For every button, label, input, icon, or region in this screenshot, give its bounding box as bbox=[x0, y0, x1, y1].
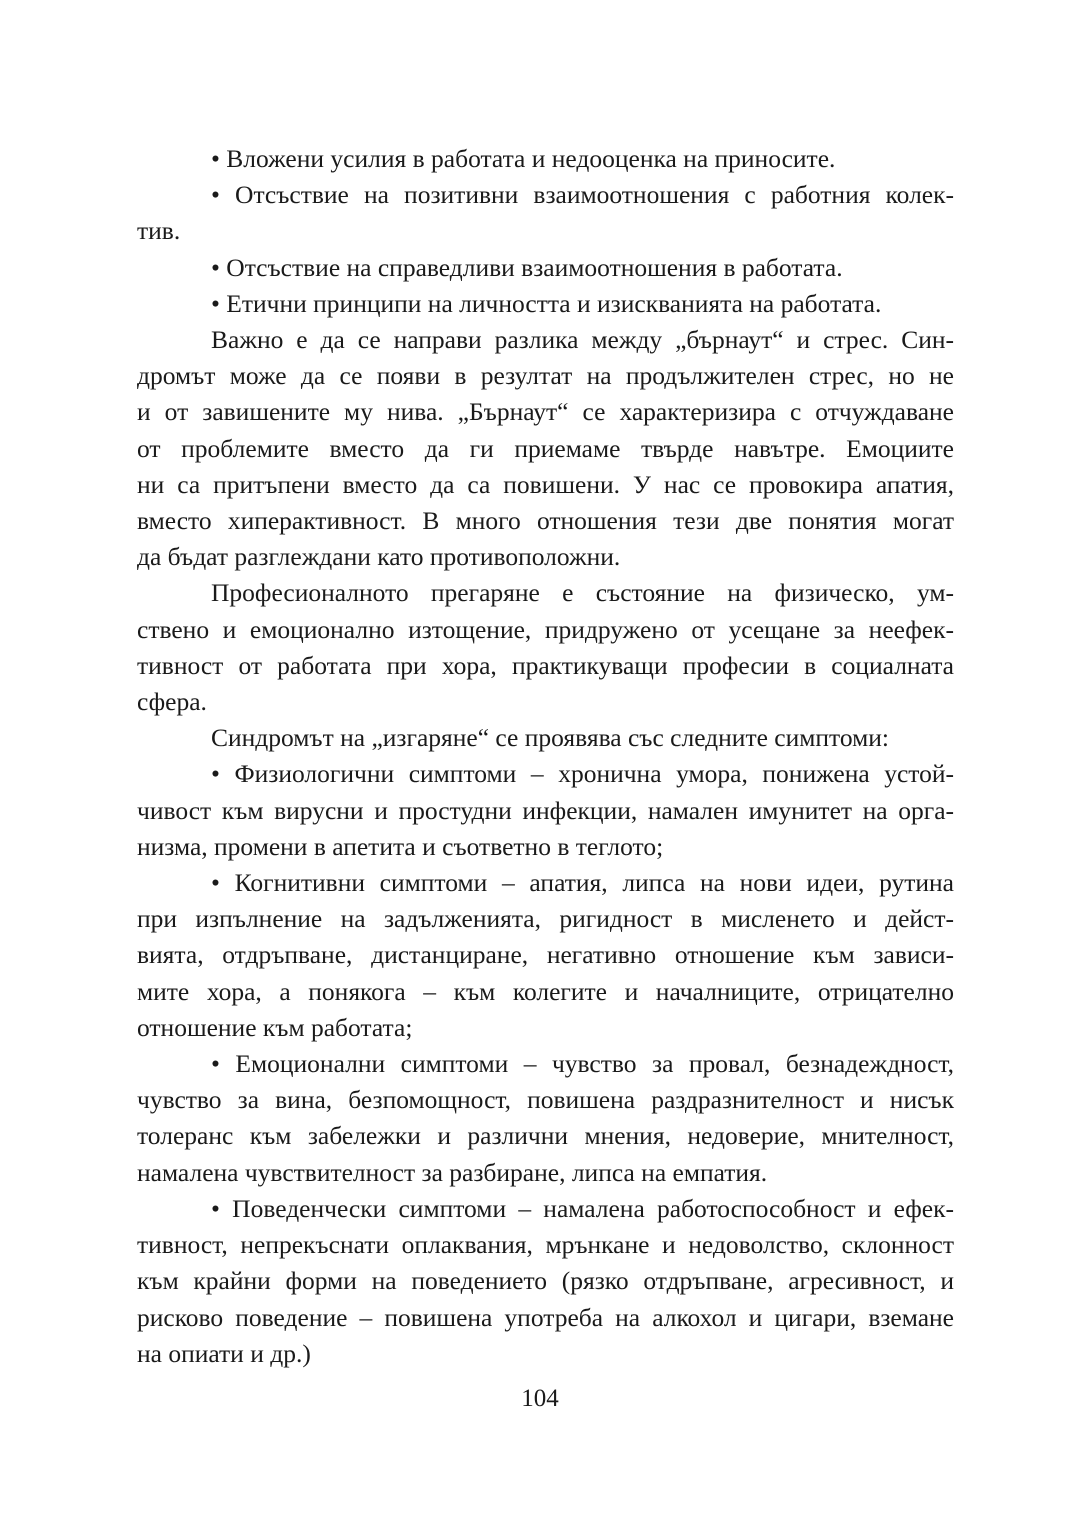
text-line: • Физиологични симптоми – хронична умора, понижена устой- bbox=[211, 759, 954, 789]
text-line: • Емоционални симптоми – чувство за провал, безнадеждност, bbox=[211, 1049, 954, 1079]
text-line: Професионалното прегаряне е състояние на физическо, ум- bbox=[211, 578, 954, 608]
paragraph bbox=[137, 177, 954, 249]
text-line: от проблемите вместо да ги приемаме твърде навътре. Емоциите bbox=[137, 433, 954, 463]
paragraph bbox=[137, 1046, 954, 1191]
paragraph bbox=[137, 865, 954, 1046]
paragraph bbox=[137, 756, 954, 865]
text-line: тивност, непрекъснати оплаквания, мрънкане и недоволство, склонност bbox=[137, 1230, 954, 1260]
text-line: • Когнитивни симптоми – апатия, липса на нови идеи, рутина bbox=[211, 868, 954, 898]
text-line: мите хора, а понякога – към колегите и началниците, отрицателно bbox=[137, 976, 954, 1006]
paragraph bbox=[137, 1191, 954, 1372]
text-line: рисково поведение – повишена употреба на алкохол и цигари, вземане bbox=[137, 1302, 954, 1332]
text-line: чивост към вирусни и простудни инфекции, намален имунитет на орга- bbox=[137, 795, 954, 825]
paragraph bbox=[137, 575, 954, 720]
text-line: на опиати и др.) bbox=[137, 1338, 311, 1368]
paragraph bbox=[137, 286, 954, 322]
text-line: • Поведенчески симптоми – намалена работоспособност и ефек- bbox=[211, 1193, 954, 1223]
text-line: • Етични принципи на личността и изискванията на работата. bbox=[211, 288, 882, 318]
paragraph bbox=[137, 720, 954, 756]
text-line: да бъдат разглеждани като противоположни. bbox=[137, 542, 621, 572]
text-line: • Вложени усилия в работата и недооценка на приносите. bbox=[211, 144, 836, 173]
text-line: ни са притъпени вместо да са повишени. У нас се провокира апатия, bbox=[137, 469, 954, 499]
text-line: дромът може да се появи в резултат на продължителен стрес, но не bbox=[137, 361, 954, 391]
text-line: отношение към работата; bbox=[137, 1012, 413, 1042]
paragraph bbox=[137, 250, 954, 286]
text-line: толеранс към забележки и различни мнения, недоверие, мнителност, bbox=[137, 1121, 954, 1151]
text-line: чувство за вина, безпомощност, повишена раздразнителност и нисък bbox=[137, 1085, 954, 1115]
text-line: низма, промени в апетита и съответно в теглото; bbox=[137, 831, 664, 861]
page-number: 104 bbox=[521, 1385, 559, 1412]
text-line: вията, отдръпване, дистанциране, негативно отношение към зависи- bbox=[137, 940, 954, 970]
text-line: • Отсъствие на позитивни взаимоотношения с работния колек- bbox=[211, 180, 954, 210]
text-line: към крайни форми на поведението (рязко отдръпване, агресивност, и bbox=[137, 1266, 954, 1296]
text-line: ствено и емоционално изтощение, придружено от усещане за неефек- bbox=[137, 614, 954, 644]
text-line: и от завишените му нива. „Бърнаут“ се характеризира с отчуждаване bbox=[137, 397, 954, 427]
text-line: при изпълнение на задълженията, ригидност в мисленето и дейст- bbox=[137, 904, 954, 934]
text-line: сфера. bbox=[137, 687, 207, 717]
paragraph bbox=[137, 322, 954, 575]
text-line: тивност от работата при хора, практикуващи професии в социалната bbox=[137, 650, 954, 680]
text-line: намалена чувствителност за разбиране, липса на емпатия. bbox=[137, 1157, 768, 1187]
text-line: • Отсъствие на справедливи взаимоотношения в работата. bbox=[211, 252, 843, 282]
text-line: тив. bbox=[137, 216, 181, 246]
text-line: Важно е да се направи разлика между „бърнаут“ и стрес. Син- bbox=[211, 325, 954, 355]
text-line: вместо хиперактивност. В много отношения тези две понятия могат bbox=[137, 506, 954, 536]
text-line: Синдромът на „изгаряне“ се проявява със следните симптоми: bbox=[211, 723, 889, 753]
page-body bbox=[137, 141, 954, 1372]
paragraph bbox=[137, 141, 954, 177]
